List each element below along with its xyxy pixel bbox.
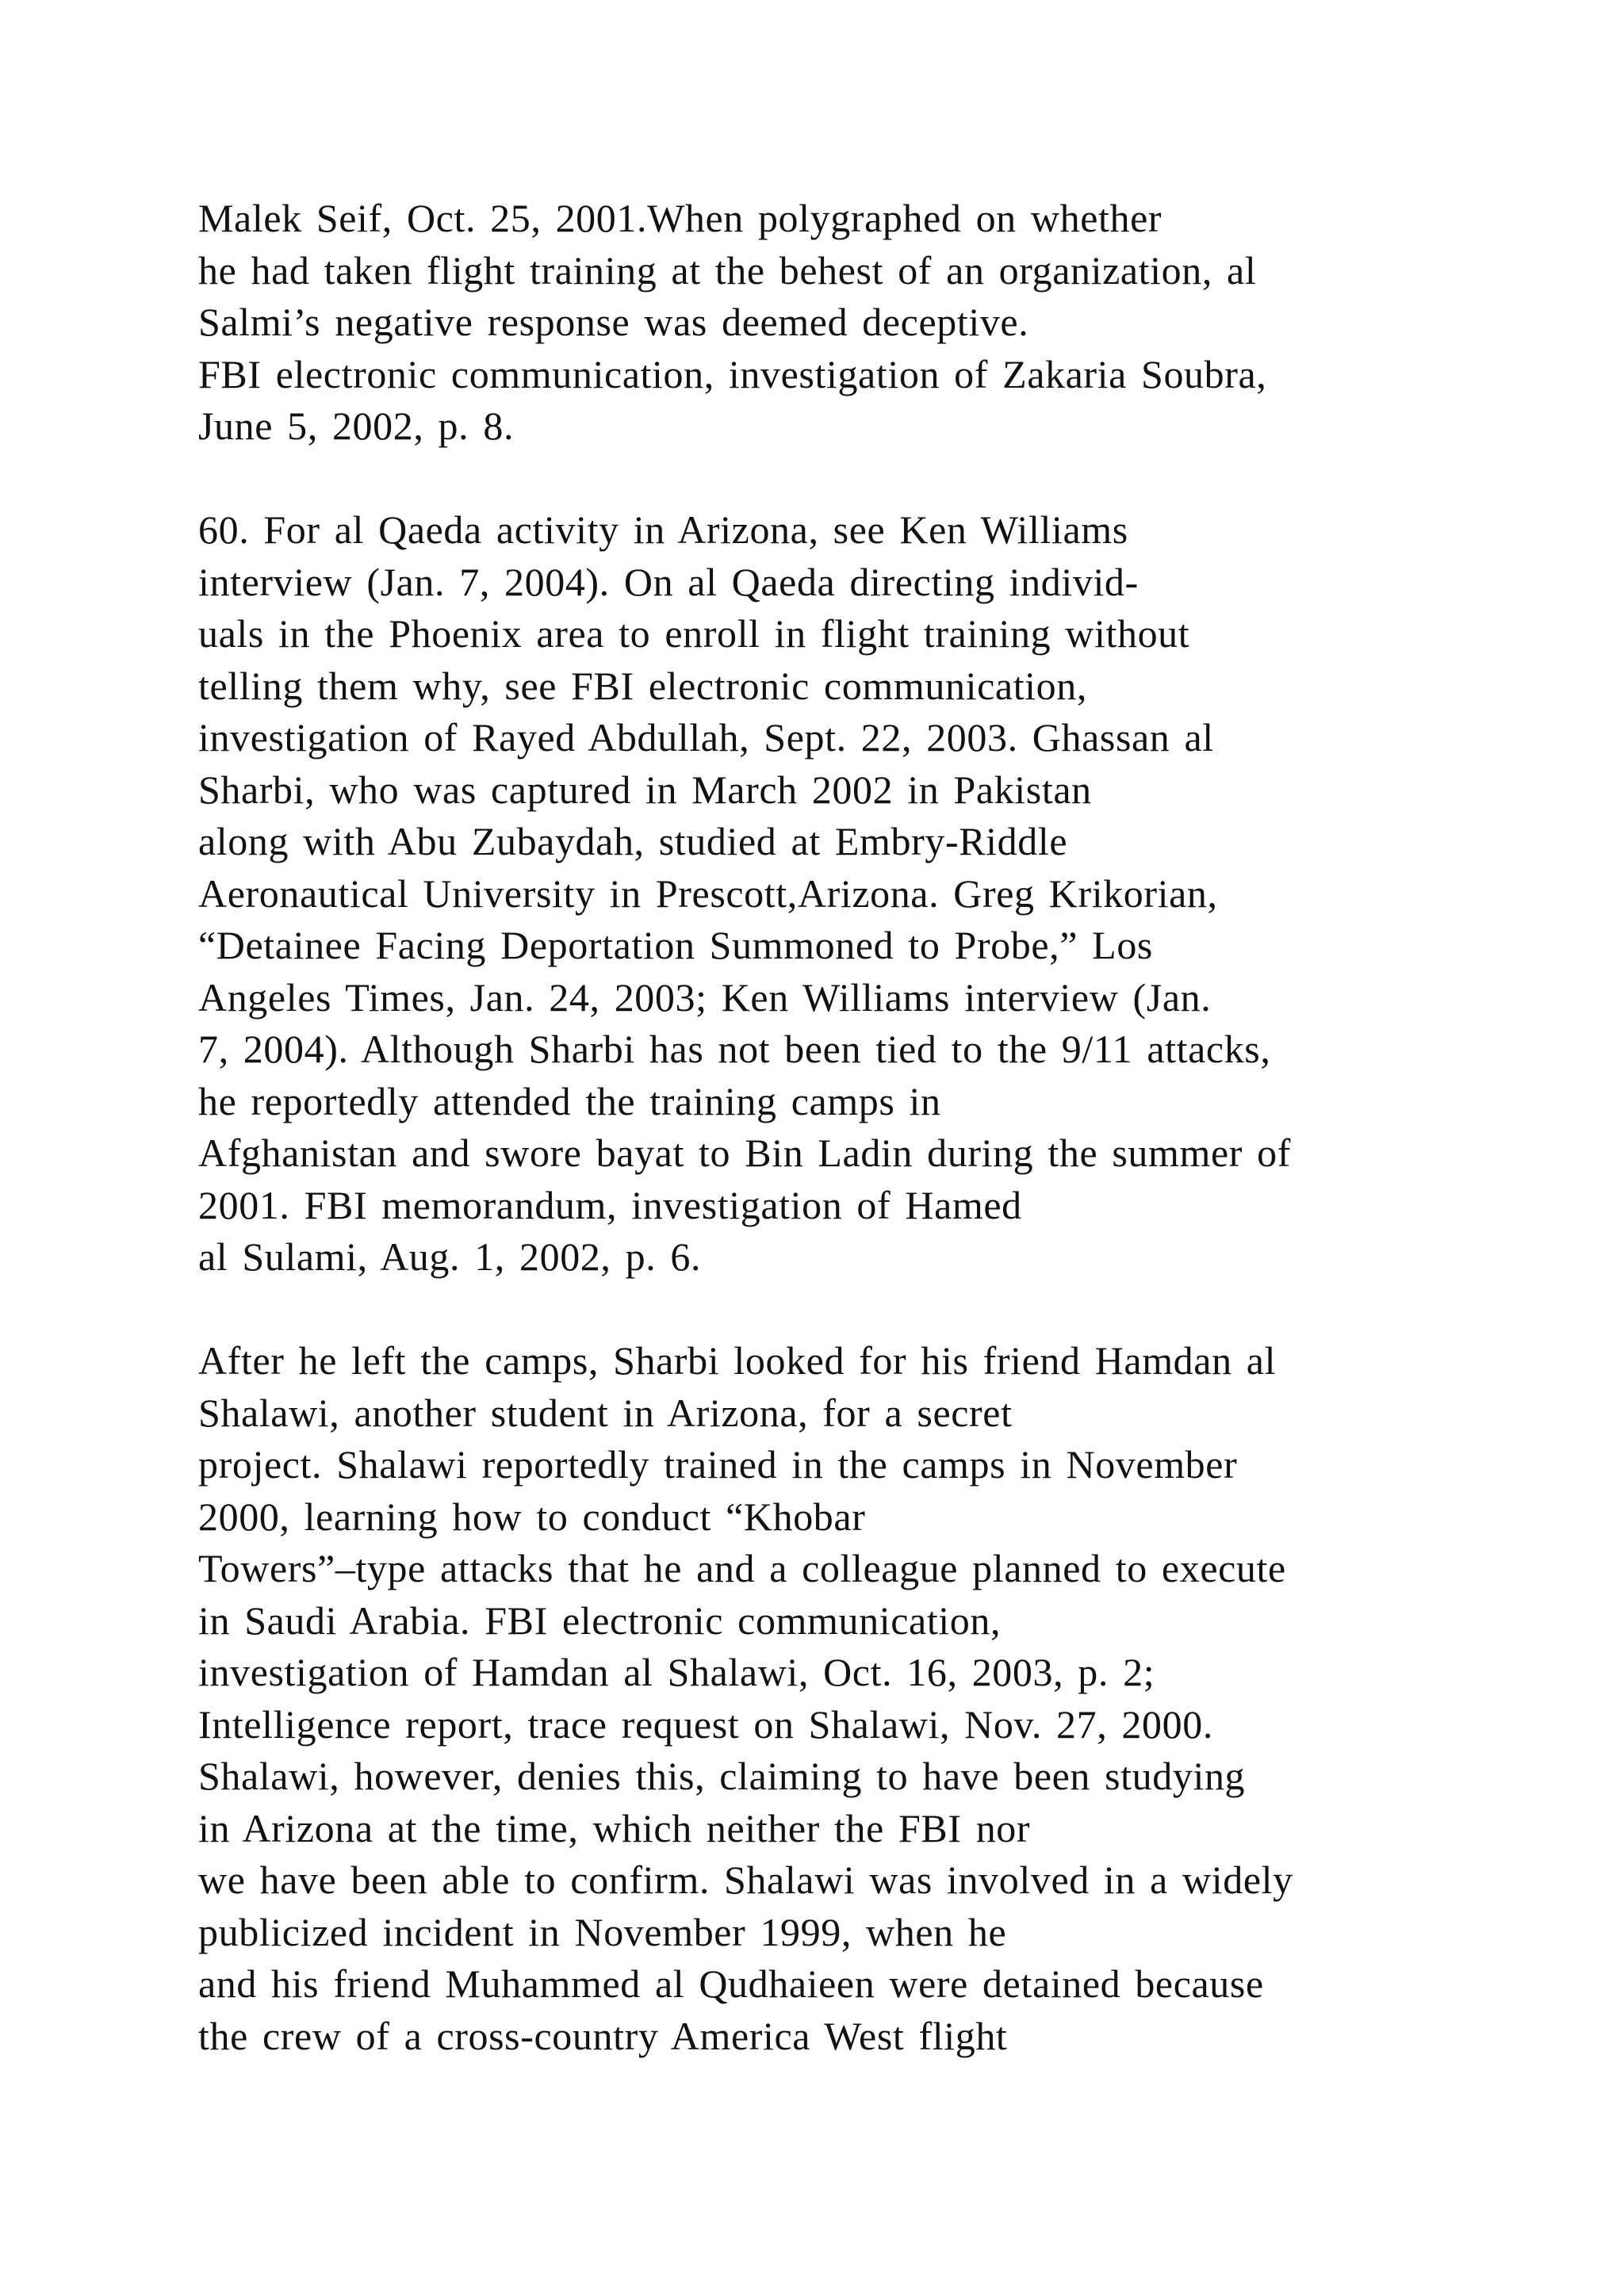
text-line: he had taken flight training at the behest of an organization, al bbox=[198, 247, 1257, 293]
paragraph-2 bbox=[198, 504, 1507, 1284]
text-line: the crew of a cross-country America West flight bbox=[198, 2013, 1008, 2058]
text-line: uals in the Phoenix area to enroll in flight training without bbox=[198, 611, 1190, 656]
text-line: project. Shalawi reportedly trained in the camps in November bbox=[198, 1442, 1238, 1487]
text-line: in Arizona at the time, which neither the FBI nor bbox=[198, 1805, 1031, 1850]
text-line: 60. For al Qaeda activity in Arizona, see Ken Williams bbox=[198, 507, 1128, 552]
paragraph-break bbox=[198, 1284, 1507, 1336]
text-line: Sharbi, who was captured in March 2002 in Pakistan bbox=[198, 767, 1092, 812]
text-line: interview (Jan. 7, 2004). On al Qaeda directing individ- bbox=[198, 559, 1139, 604]
text-line: Shalawi, another student in Arizona, for a secret bbox=[198, 1390, 1013, 1435]
text-line: in Saudi Arabia. FBI electronic communication, bbox=[198, 1598, 1002, 1643]
text-line: Towers”–type attacks that he and a colleague planned to execute bbox=[198, 1546, 1286, 1590]
text-line: Angeles Times, Jan. 24, 2003; Ken Williams interview (Jan. bbox=[198, 974, 1212, 1020]
text-line: Salmi’s negative response was deemed deceptive. bbox=[198, 300, 1029, 344]
text-line: publicized incident in November 1999, when he bbox=[198, 1909, 1007, 1954]
text-line: al Sulami, Aug. 1, 2002, p. 6. bbox=[198, 1234, 702, 1279]
text-line: Afghanistan and swore bayat to Bin Ladin during the summer of bbox=[198, 1131, 1291, 1175]
text-line: he reportedly attended the training camps in bbox=[198, 1078, 941, 1123]
text-line: investigation of Hamdan al Shalawi, Oct. 16, 2003, p. 2; bbox=[198, 1650, 1155, 1694]
text-line: telling them why, see FBI electronic communication, bbox=[198, 663, 1087, 708]
text-line: Malek Seif, Oct. 25, 2001.When polygraphed on whether bbox=[198, 196, 1162, 240]
text-line: 2001. FBI memorandum, investigation of Hamed bbox=[198, 1182, 1022, 1227]
text-line: 2000, learning how to conduct “Khobar bbox=[198, 1494, 866, 1539]
text-line: and his friend Muhammed al Qudhaieen were detained because bbox=[198, 1961, 1264, 2006]
text-line: “Detainee Facing Deportation Summoned to Probe,” Los bbox=[198, 923, 1153, 967]
text-line: Intelligence report, trace request on Shalawi, Nov. 27, 2000. bbox=[198, 1701, 1213, 1747]
text-line: 7, 2004). Although Sharbi has not been tied to the 9/11 attacks, bbox=[198, 1027, 1271, 1071]
text-line: After he left the camps, Sharbi looked for his friend Hamdan al bbox=[198, 1338, 1277, 1383]
text-line: we have been able to confirm. Shalawi was involved in a widely bbox=[198, 1858, 1293, 1902]
document-body bbox=[198, 193, 1507, 2062]
text-line: Shalawi, however, denies this, claiming to have been studying bbox=[198, 1754, 1246, 1798]
text-line: investigation of Rayed Abdullah, Sept. 22, 2003. Ghassan al bbox=[198, 715, 1214, 760]
text-line: FBI electronic communication, investigation of Zakaria Soubra, bbox=[198, 351, 1267, 396]
text-line: Aeronautical University in Prescott,Arizona. Greg Krikorian, bbox=[198, 871, 1218, 916]
text-line: June 5, 2002, p. 8. bbox=[198, 404, 515, 448]
paragraph-1 bbox=[198, 193, 1507, 453]
paragraph-break bbox=[198, 453, 1507, 505]
text-line: along with Abu Zubaydah, studied at Embry-Riddle bbox=[198, 819, 1068, 863]
paragraph-3 bbox=[198, 1335, 1507, 2062]
